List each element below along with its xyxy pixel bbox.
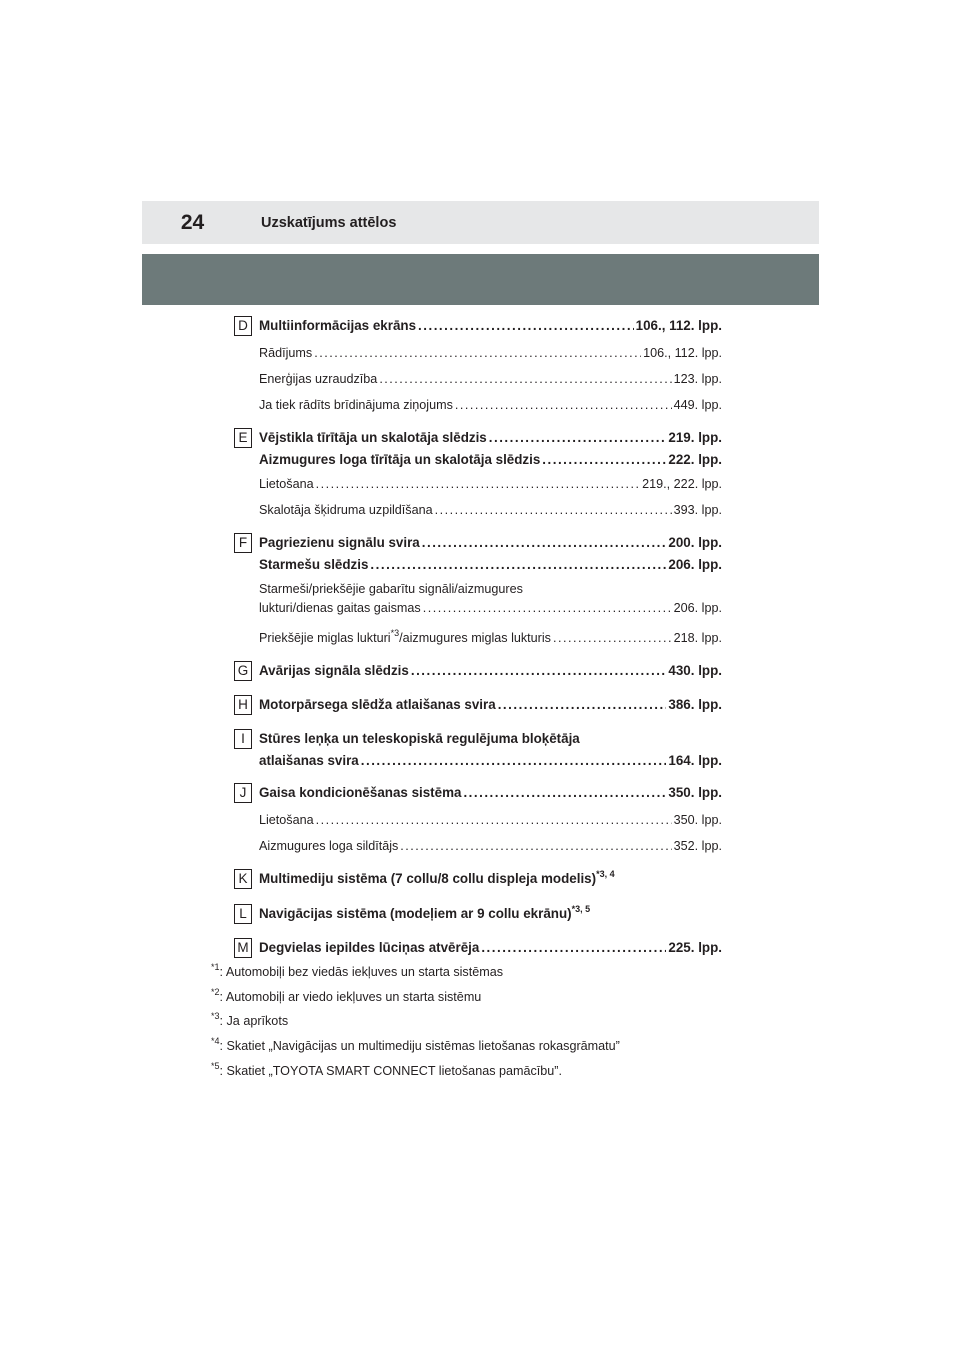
leader-dots: [316, 813, 672, 827]
entry-stures-line2[interactable]: [259, 753, 722, 768]
marker-d: D: [234, 316, 252, 336]
entry-miglas[interactable]: [259, 628, 722, 645]
entry-label: atlaišanas svira: [259, 753, 359, 768]
entry-label: Enerģijas uzraudzība: [259, 372, 378, 386]
entry-page: 449. lpp.: [673, 398, 722, 412]
entry-page: 123. lpp.: [673, 372, 722, 386]
entry-gaisa[interactable]: [259, 785, 722, 800]
entry-navigacijas[interactable]: [259, 906, 590, 921]
entry-page: 352. lpp.: [673, 839, 722, 853]
leader-dots: [370, 557, 666, 572]
entry-page: 206. lpp.: [673, 601, 722, 615]
entry-label-part-b: /aizmugures miglas lukturis: [399, 631, 551, 645]
marker-m: M: [234, 938, 252, 958]
footnote-text: : Ja aprīkots: [219, 1014, 289, 1028]
leader-dots: [463, 785, 666, 800]
entry-radijums[interactable]: [259, 346, 722, 360]
marker-i: I: [234, 729, 252, 749]
entry-page: 222. lpp.: [668, 452, 722, 467]
footnote-text: : Automobiļi ar viedo iekļuves un starta sistēmu: [219, 990, 482, 1004]
footnote-1: [211, 962, 504, 979]
entry-vejstikla[interactable]: [259, 430, 722, 445]
leader-dots: [542, 452, 666, 467]
entry-label: [259, 628, 551, 645]
leader-dots: [361, 753, 667, 768]
entry-page: 106., 112. lpp.: [643, 346, 722, 360]
leader-dots: [316, 477, 641, 491]
entry-label: lukturi/dienas gaitas gaismas: [259, 601, 421, 615]
entry-bridinajuma[interactable]: [259, 398, 722, 412]
marker-f: F: [234, 533, 252, 553]
leader-dots: [435, 503, 672, 517]
leader-dots: [411, 663, 667, 678]
entry-skalotaja[interactable]: [259, 503, 722, 517]
footnote-5: [211, 1061, 562, 1078]
marker-k: K: [234, 869, 252, 889]
entry-label: Gaisa kondicionēšanas sistēma: [259, 785, 462, 800]
footnote-ref: *3, 4: [596, 869, 615, 879]
entry-starmesi-line1: Starmeši/priekšējie gabarītu signāli/aizmugures: [259, 582, 523, 596]
entry-page: 350. lpp.: [673, 813, 722, 827]
entry-label: Degvielas iepildes lūciņas atvērēja: [259, 940, 480, 955]
entry-label: Avārijas signāla slēdzis: [259, 663, 409, 678]
entry-motorparsega[interactable]: [259, 697, 722, 712]
section-title: Uzskatījums attēlos: [261, 215, 397, 231]
footnote-3: [211, 1011, 289, 1028]
footnote-4: [211, 1036, 620, 1053]
leader-dots: [400, 839, 671, 853]
marker-e: E: [234, 428, 252, 448]
entry-page: 164. lpp.: [668, 753, 722, 768]
entry-page: 350. lpp.: [668, 785, 722, 800]
footnote-ref: *3: [390, 628, 400, 638]
leader-dots: [418, 318, 634, 333]
entry-aizmugures-loga[interactable]: [259, 452, 722, 467]
entry-label: Skalotāja šķidruma uzpildīšana: [259, 503, 433, 517]
page-number: 24: [180, 211, 205, 234]
entry-multimediju[interactable]: [259, 871, 615, 886]
entry-stures-line1: Stūres leņķa un teleskopiskā regulējuma bloķētāja: [259, 731, 580, 746]
entry-label: Multiinformācijas ekrāns: [259, 318, 417, 333]
entry-lietosana-e[interactable]: [259, 477, 722, 491]
leader-dots: [455, 398, 672, 412]
entry-pagriezienu[interactable]: [259, 535, 722, 550]
footnote-mark: *4: [211, 1036, 220, 1046]
entry-label: Rādījums: [259, 346, 313, 360]
entry-page: 206. lpp.: [668, 557, 722, 572]
entry-sildītajs[interactable]: [259, 839, 722, 853]
footnote-mark: *1: [211, 962, 220, 972]
entry-lietosana-j[interactable]: [259, 813, 722, 827]
entry-page: 218. lpp.: [673, 631, 722, 645]
footnote-mark: *5: [211, 1061, 220, 1071]
entry-page: 219., 222. lpp.: [642, 477, 722, 491]
marker-h: H: [234, 695, 252, 715]
footnote-mark: *2: [211, 987, 220, 997]
footnote-ref: *3, 5: [571, 904, 591, 914]
entry-starmesu[interactable]: [259, 557, 722, 572]
marker-l: L: [234, 904, 252, 924]
entry-energijas[interactable]: [259, 372, 722, 386]
entry-page: 200. lpp.: [668, 535, 722, 550]
entry-label: Navigācijas sistēma (modeļiem ar 9 collu ekrānu): [259, 906, 572, 921]
leader-dots: [379, 372, 671, 386]
entry-label: Lietošana: [259, 477, 314, 491]
leader-dots: [314, 346, 641, 360]
entry-label: Multimediju sistēma (7 collu/8 collu displeja modelis): [259, 871, 597, 886]
leader-dots: [553, 631, 672, 645]
entry-page: 393. lpp.: [673, 503, 722, 517]
entry-label: Ja tiek rādīts brīdinājuma ziņojums: [259, 398, 453, 412]
leader-dots: [489, 430, 667, 445]
leader-dots: [481, 940, 666, 955]
entry-page: 219. lpp.: [668, 430, 722, 445]
entry-page: 430. lpp.: [668, 663, 722, 678]
entry-label: Vējstikla tīrītāja un skalotāja slēdzis: [259, 430, 487, 445]
entry-avarijas[interactable]: [259, 663, 722, 678]
entry-label-part-a: Priekšējie miglas lukturi: [259, 631, 391, 645]
footnote-text: : Skatiet „TOYOTA SMART CONNECT lietošanas pamācību”.: [219, 1064, 562, 1078]
entry-label: Motorpārsega slēdža atlaišanas svira: [259, 697, 496, 712]
entry-page: 225. lpp.: [668, 940, 722, 955]
entry-label: Pagriezienu signālu svira: [259, 535, 420, 550]
footnote-text: : Skatiet „Navigācijas un multimediju sistēmas lietošanas rokasgrāmatu”: [219, 1039, 620, 1053]
marker-g: G: [234, 661, 252, 681]
entry-degvielas[interactable]: [259, 940, 722, 955]
marker-j: J: [234, 783, 252, 803]
leader-dots: [423, 601, 672, 615]
entry-starmesi-line2[interactable]: [259, 601, 722, 615]
footnote-2: [211, 987, 482, 1004]
footnote-mark: *3: [211, 1011, 220, 1021]
entry-label: Aizmugures loga sildītājs: [259, 839, 399, 853]
entry-page: 386. lpp.: [668, 697, 722, 712]
entry-label: Aizmugures loga tīrītāja un skalotāja slēdzis: [259, 452, 541, 467]
entry-multiinfo[interactable]: [259, 318, 722, 333]
leader-dots: [422, 535, 667, 550]
entry-label: Lietošana: [259, 813, 314, 827]
entry-page: 106., 112. lpp.: [635, 318, 722, 333]
entry-label: Starmešu slēdzis: [259, 557, 369, 572]
leader-dots: [498, 697, 667, 712]
footnote-text: : Automobiļi bez viedās iekļuves un starta sistēmas: [219, 965, 504, 979]
